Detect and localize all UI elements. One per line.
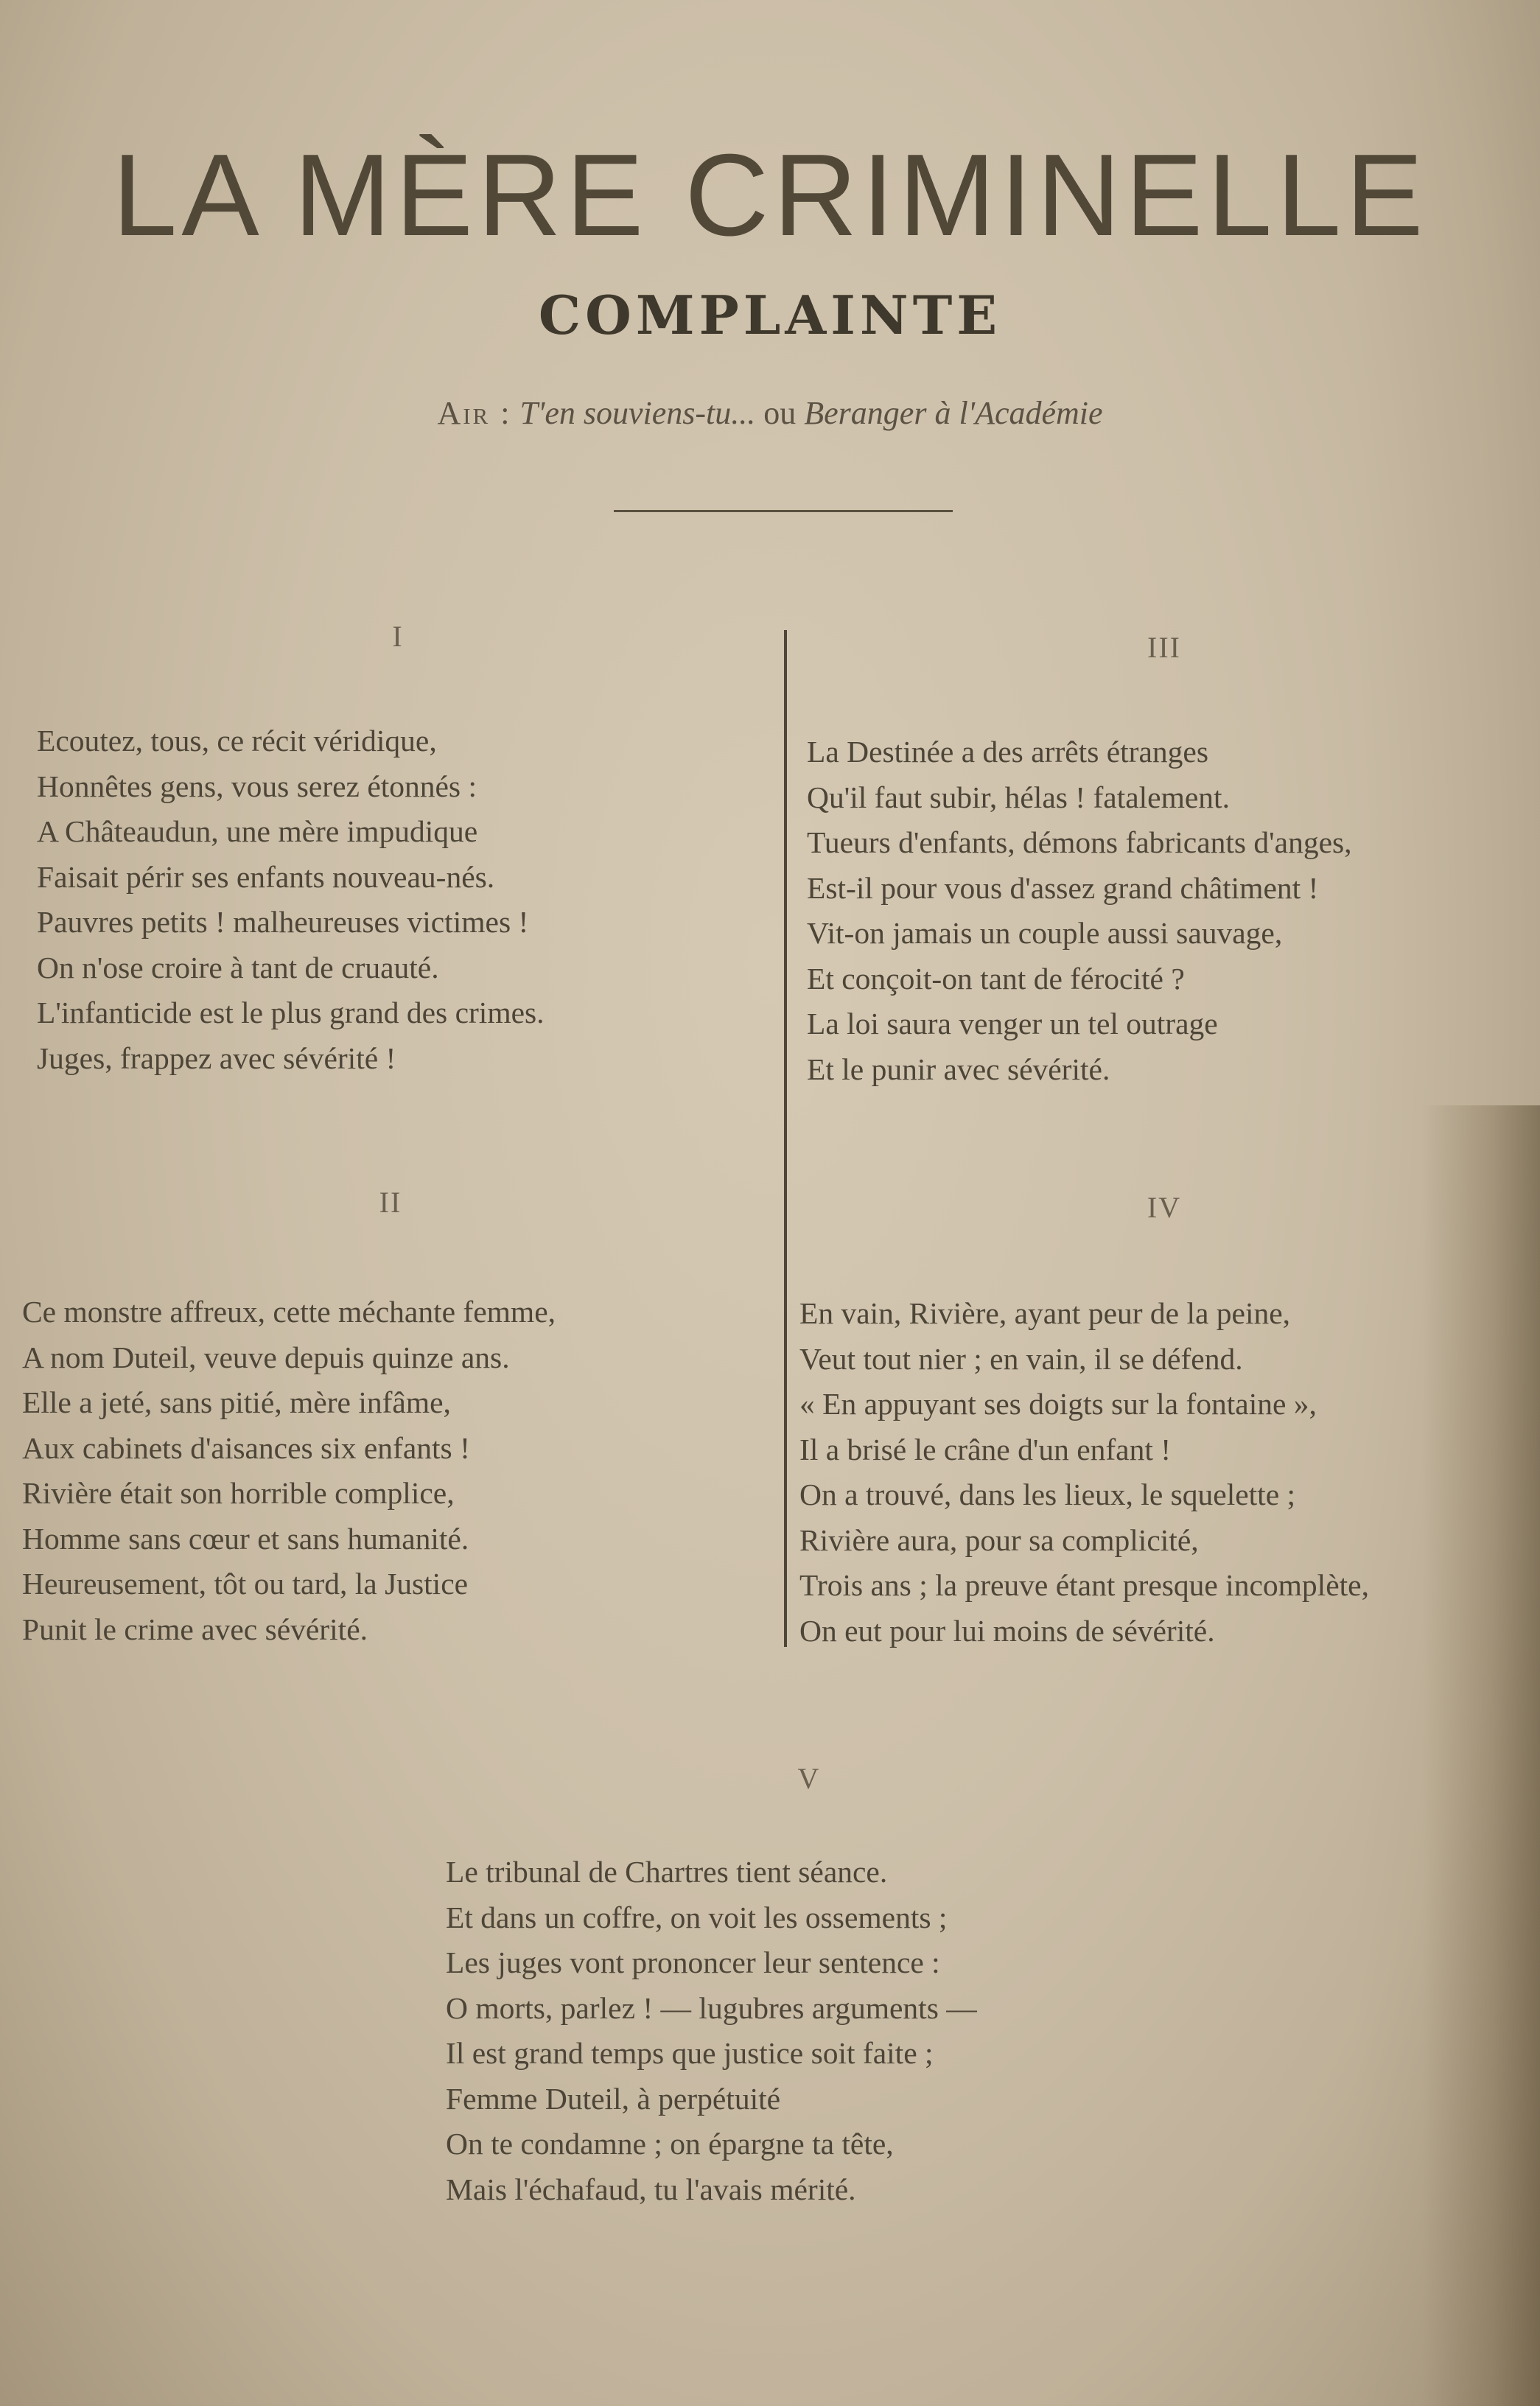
stanza-line: Et le punir avec sévérité. — [807, 1052, 1110, 1086]
stanza-line: L'infanticide est le plus grand des crimes. — [37, 996, 545, 1029]
stanza-line: Honnêtes gens, vous serez étonnés : — [37, 769, 477, 803]
stanza-line: Il est grand temps que justice soit faite ; — [446, 2036, 934, 2070]
stanza-line: Aux cabinets d'aisances six enfants ! — [22, 1430, 470, 1465]
stanza-line: Les juges vont prononcer leur sentence : — [446, 1945, 940, 1979]
stanza-number-3: III — [1147, 631, 1181, 664]
stanza-number-5: V — [797, 1762, 821, 1795]
stanza-line: Trois ans ; la preuve étant presque incomplète, — [799, 1568, 1369, 1602]
stanza-2 — [22, 1290, 556, 1652]
stanza-line: Est-il pour vous d'assez grand châtiment ! — [807, 870, 1319, 905]
stanza-line: Ecoutez, tous, ce récit véridique, — [37, 724, 437, 758]
stanza-line: La loi saura venger un tel outrage — [807, 1007, 1218, 1041]
stanza-line: Et conçoit-on tant de férocité ? — [807, 961, 1185, 996]
stanza-line: On n'ose croire à tant de cruauté. — [37, 950, 439, 985]
stanza-line: En vain, Rivière, ayant peur de la peine, — [799, 1296, 1291, 1330]
stanza-number-2: II — [379, 1186, 402, 1219]
air-tune-2: Beranger à l'Académie — [804, 395, 1103, 431]
air-label: Air : — [437, 395, 512, 431]
stanza-line: Veut tout nier ; en vain, il se défend. — [799, 1341, 1243, 1376]
stanza-line: A Châteaudun, une mère impudique — [37, 814, 478, 848]
stanza-line: Mais l'échafaud, tu l'avais mérité. — [446, 2172, 856, 2206]
stanza-line: On eut pour lui moins de sévérité. — [799, 1613, 1215, 1648]
stanza-line: Homme sans cœur et sans humanité. — [22, 1521, 469, 1556]
stanza-4 — [799, 1291, 1369, 1654]
stanza-line: Pauvres petits ! malheureuses victimes ! — [37, 905, 529, 939]
stanza-line: Qu'il faut subir, hélas ! fatalement. — [807, 780, 1230, 814]
stanza-line: Vit-on jamais un couple aussi sauvage, — [807, 916, 1283, 950]
column-divider — [784, 630, 787, 1647]
stanza-line: Ce monstre affreux, cette méchante femme, — [22, 1295, 556, 1329]
title-rule — [614, 510, 953, 512]
stanza-line: On te condamne ; on épargne ta tête, — [446, 2127, 894, 2161]
stanza-line: On a trouvé, dans les lieux, le squelette ; — [799, 1477, 1296, 1511]
stanza-3 — [807, 730, 1352, 1092]
stanza-line: A nom Duteil, veuve depuis quinze ans. — [22, 1340, 510, 1374]
stanza-line: Rivière était son horrible complice, — [22, 1476, 455, 1510]
stanza-line: Tueurs d'enfants, démons fabricants d'anges, — [807, 825, 1352, 859]
stanza-number-1: I — [392, 620, 404, 653]
air-line — [0, 394, 1540, 432]
air-tune-1: T'en souviens-tu... — [519, 395, 756, 431]
stanza-line: La Destinée a des arrêts étranges — [807, 735, 1208, 769]
stanza-line: Juges, frappez avec sévérité ! — [37, 1041, 396, 1075]
poem-title: LA MÈRE CRIMINELLE — [112, 130, 1428, 260]
stanza-line: « En appuyant ses doigts sur la fontaine », — [799, 1387, 1317, 1421]
stanza-line: Punit le crime avec sévérité. — [22, 1612, 368, 1646]
stanza-number-4: IV — [1147, 1191, 1182, 1224]
stanza-1 — [37, 718, 545, 1081]
stanza-line: Et dans un coffre, on voit les ossements ; — [446, 1900, 948, 1934]
page-edge-shadow — [1422, 1105, 1540, 2406]
stanza-line: Faisait périr ses enfants nouveau-nés. — [37, 859, 495, 894]
stanza-line: O morts, parlez ! — lugubres arguments — — [446, 1990, 977, 2025]
stanza-line: Il a brisé le crâne d'un enfant ! — [799, 1432, 1172, 1466]
stanza-line: Heureusement, tôt ou tard, la Justice — [22, 1567, 469, 1601]
stanza-line: Femme Duteil, à perpétuité — [446, 2081, 781, 2116]
stanza-line: Rivière aura, pour sa complicité, — [799, 1522, 1199, 1557]
stanza-line: Le tribunal de Chartres tient séance. — [446, 1855, 888, 1889]
air-separator: ou — [763, 395, 797, 431]
poem-subtitle: COMPLAINTE — [538, 284, 1002, 346]
stanza-line: Elle a jeté, sans pitié, mère infâme, — [22, 1385, 451, 1419]
stanza-5 — [446, 1850, 977, 2212]
